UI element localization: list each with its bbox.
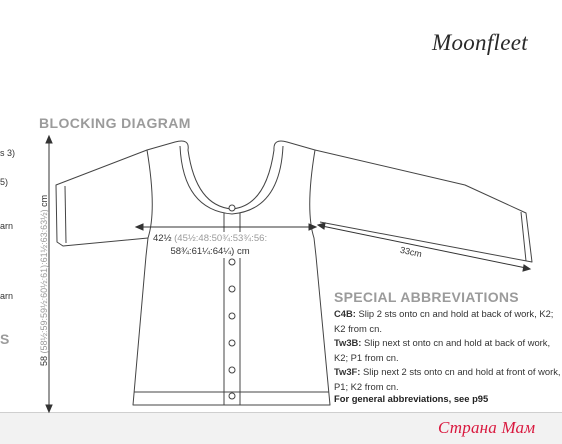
right-sleeve: [315, 150, 532, 262]
button: [229, 286, 235, 292]
sleeve-dimension-label: 33cm: [399, 244, 423, 260]
left-cuff-line: [65, 186, 66, 243]
abbreviation-item: C4B: Slip 2 sts onto cn and hold at back of work, K2; K2 from cn.: [334, 308, 554, 334]
blocking-diagram-heading: BLOCKING DIAGRAM: [39, 115, 191, 131]
sleeve-arrow-head-right: [523, 265, 530, 271]
right-cuff-line: [521, 212, 526, 261]
button: [229, 313, 235, 319]
abbreviation-item: Tw3B: Slip next st onto cn and hold at back of work, K2; P1 from cn.: [334, 337, 551, 363]
length-dimension-label: 58 (58½:59:59½:60½:61):61½:63:63½) cm: [39, 194, 49, 366]
left-fragment-2: 5): [0, 177, 9, 187]
abbreviation-item: Tw3F: Slip next 2 sts onto cn and hold at front of work, P1; K2 from cn.: [334, 366, 561, 392]
button: [229, 367, 235, 373]
chest-arrow-head-left: [136, 224, 143, 230]
button: [229, 340, 235, 346]
left-fragment-1: s 3): [0, 148, 16, 158]
chest-arrow-head-right: [309, 224, 316, 230]
left-heading-fragment: S: [0, 331, 10, 347]
button: [229, 259, 235, 265]
abbreviations-list: [334, 307, 562, 395]
sleeve-arrow-head-left: [318, 223, 325, 229]
chest-dimension-label: 42½ (45½:48:50¾:53¾:56: 58¾:61¼:64¼) cm: [153, 233, 268, 257]
left-sleeve: [56, 150, 148, 246]
special-abbreviations-heading: SPECIAL ABBREVIATIONS: [334, 289, 519, 305]
site-watermark: Страна Мам: [438, 418, 536, 437]
sleeve-arrow-line: [322, 226, 526, 268]
cardigan-body-outline: [133, 141, 330, 405]
button: [229, 205, 235, 211]
left-fragment-3: arn: [0, 221, 14, 231]
left-fragment-4: arn: [0, 291, 14, 301]
general-abbreviations-note: For general abbreviations, see p95: [334, 393, 489, 404]
button: [229, 393, 235, 399]
pattern-title: Moonfleet: [432, 30, 528, 55]
length-arrow-head-bottom: [46, 405, 52, 412]
